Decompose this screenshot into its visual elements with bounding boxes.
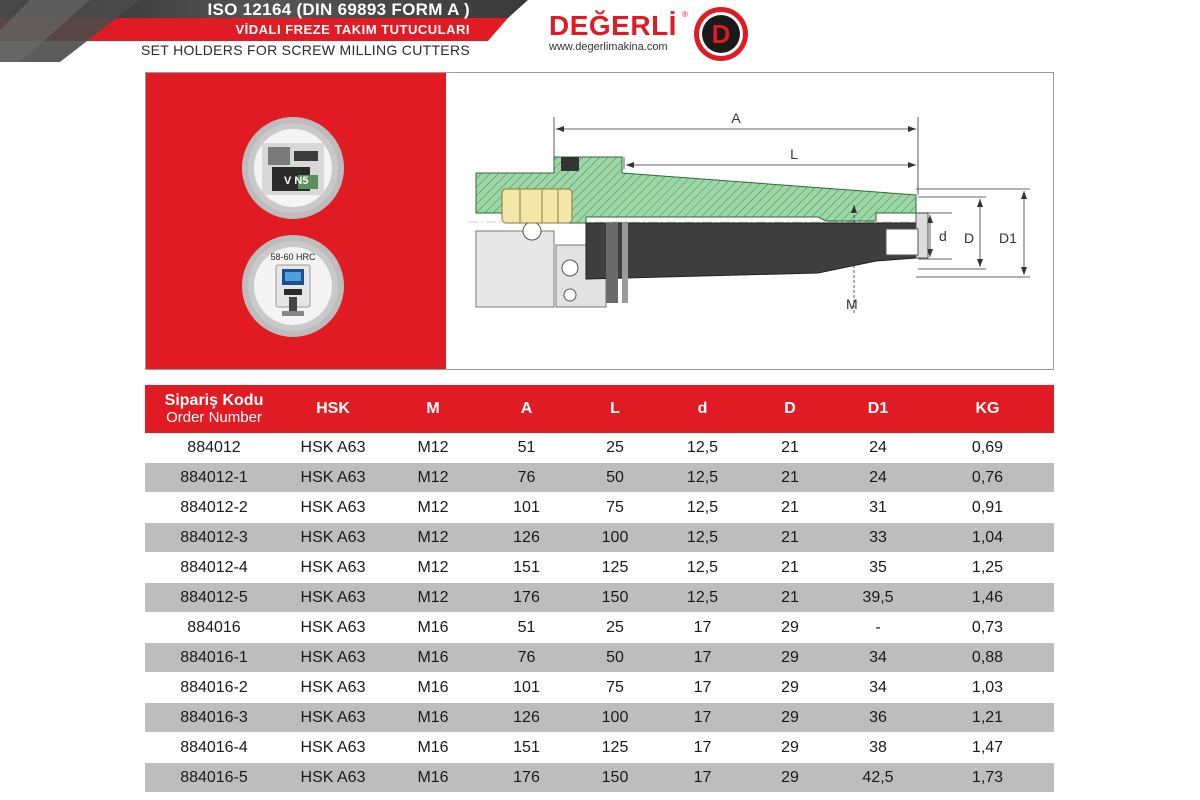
cell-l: 100 xyxy=(570,703,660,733)
table-row xyxy=(145,553,1054,583)
coating-machine-icon xyxy=(254,129,332,207)
cell-m: M16 xyxy=(383,673,483,703)
product-spec-table xyxy=(145,385,1054,792)
cell-a: 151 xyxy=(483,553,570,583)
cell-a: 176 xyxy=(483,583,570,613)
cell-a: 51 xyxy=(483,613,570,643)
cell-d: 17 xyxy=(660,763,745,793)
cell-big-d: 21 xyxy=(745,493,835,523)
table-row xyxy=(145,643,1054,673)
table-row xyxy=(145,583,1054,613)
hardness-tester-icon xyxy=(254,247,332,325)
cell-d1: 24 xyxy=(835,463,921,493)
cell-a: 126 xyxy=(483,703,570,733)
cell-m: M16 xyxy=(383,733,483,763)
table-row xyxy=(145,703,1054,733)
cell-kg: 1,46 xyxy=(921,583,1054,613)
cell-m: M16 xyxy=(383,763,483,793)
cell-d: 17 xyxy=(660,613,745,643)
cell-big-d: 29 xyxy=(745,763,835,793)
cell-a: 101 xyxy=(483,493,570,523)
cell-a: 51 xyxy=(483,433,570,463)
cell-d: 17 xyxy=(660,643,745,673)
cell-big-d: 29 xyxy=(745,733,835,763)
cell-order-number: 884016-5 xyxy=(145,763,283,793)
cell-big-d: 29 xyxy=(745,673,835,703)
cell-kg: 1,04 xyxy=(921,523,1054,553)
col-header-order-en: Order Number xyxy=(166,409,262,426)
cell-d: 12,5 xyxy=(660,553,745,583)
cell-d: 12,5 xyxy=(660,463,745,493)
cell-a: 76 xyxy=(483,643,570,673)
cell-m: M16 xyxy=(383,613,483,643)
cell-kg: 1,21 xyxy=(921,703,1054,733)
cell-m: M12 xyxy=(383,463,483,493)
cell-l: 100 xyxy=(570,523,660,553)
page-title: ISO 12164 (DIN 69893 FORM A ) xyxy=(207,0,470,19)
cell-d1: 24 xyxy=(835,433,921,463)
col-header-order-number xyxy=(145,385,283,433)
cell-a: 176 xyxy=(483,763,570,793)
table-row xyxy=(145,613,1054,643)
col-header-order-tr: Sipariş Kodu xyxy=(164,392,264,409)
cell-hsk: HSK A63 xyxy=(283,583,383,613)
cell-order-number: 884016 xyxy=(145,613,283,643)
brand-url: www.degerlimakina.com xyxy=(549,41,668,53)
cell-a: 126 xyxy=(483,523,570,553)
table-row xyxy=(145,493,1054,523)
table-row xyxy=(145,463,1054,493)
technical-drawing xyxy=(446,73,1053,369)
cell-big-d: 21 xyxy=(745,463,835,493)
cell-big-d: 29 xyxy=(745,613,835,643)
cell-hsk: HSK A63 xyxy=(283,763,383,793)
cell-d: 17 xyxy=(660,733,745,763)
brand-logo-letter: D xyxy=(711,19,731,49)
dim-label-m: M xyxy=(846,296,858,312)
feature-badge-area xyxy=(146,73,446,369)
cell-a: 101 xyxy=(483,673,570,703)
cell-l: 25 xyxy=(570,613,660,643)
cell-kg: 0,69 xyxy=(921,433,1054,463)
cell-kg: 0,88 xyxy=(921,643,1054,673)
cell-l: 150 xyxy=(570,583,660,613)
col-header-d: d xyxy=(660,385,745,433)
cell-kg: 1,03 xyxy=(921,673,1054,703)
cell-d1: 36 xyxy=(835,703,921,733)
cell-hsk: HSK A63 xyxy=(283,613,383,643)
cell-a: 76 xyxy=(483,463,570,493)
cell-order-number: 884012-5 xyxy=(145,583,283,613)
cell-l: 125 xyxy=(570,553,660,583)
cell-m: M16 xyxy=(383,703,483,733)
cell-d: 12,5 xyxy=(660,523,745,553)
table-row xyxy=(145,733,1054,763)
cell-l: 150 xyxy=(570,763,660,793)
cell-big-d: 21 xyxy=(745,583,835,613)
cell-m: M12 xyxy=(383,493,483,523)
cell-hsk: HSK A63 xyxy=(283,463,383,493)
cell-kg: 0,73 xyxy=(921,613,1054,643)
cell-big-d: 21 xyxy=(745,433,835,463)
cell-big-d: 21 xyxy=(745,553,835,583)
cell-hsk: HSK A63 xyxy=(283,673,383,703)
cell-d: 12,5 xyxy=(660,433,745,463)
cell-order-number: 884012-2 xyxy=(145,493,283,523)
cell-order-number: 884012-1 xyxy=(145,463,283,493)
table-row xyxy=(145,673,1054,703)
cell-d: 17 xyxy=(660,703,745,733)
dim-label-a: A xyxy=(731,110,741,126)
cell-hsk: HSK A63 xyxy=(283,733,383,763)
cell-l: 25 xyxy=(570,433,660,463)
cell-l: 75 xyxy=(570,493,660,523)
cell-d1: - xyxy=(835,613,921,643)
cell-d: 12,5 xyxy=(660,493,745,523)
dim-label-d: d xyxy=(939,228,947,244)
col-header-big-d: D xyxy=(745,385,835,433)
cell-kg: 0,76 xyxy=(921,463,1054,493)
dim-label-l: L xyxy=(790,146,798,162)
cell-hsk: HSK A63 xyxy=(283,553,383,583)
cell-d1: 34 xyxy=(835,643,921,673)
cell-m: M12 xyxy=(383,433,483,463)
col-header-d1: D1 xyxy=(835,385,921,433)
cell-order-number: 884012-4 xyxy=(145,553,283,583)
cell-order-number: 884012-3 xyxy=(145,523,283,553)
product-image-panel xyxy=(145,72,1054,370)
cell-l: 125 xyxy=(570,733,660,763)
cell-big-d: 21 xyxy=(745,523,835,553)
cell-d1: 35 xyxy=(835,553,921,583)
col-header-hsk: HSK xyxy=(283,385,383,433)
cell-m: M12 xyxy=(383,583,483,613)
cell-d: 17 xyxy=(660,673,745,703)
cell-hsk: HSK A63 xyxy=(283,523,383,553)
cell-m: M16 xyxy=(383,643,483,673)
cell-m: M12 xyxy=(383,523,483,553)
page-subtitle-en: SET HOLDERS FOR SCREW MILLING CUTTERS xyxy=(141,42,470,58)
cell-d1: 39,5 xyxy=(835,583,921,613)
cell-big-d: 29 xyxy=(745,703,835,733)
cell-d1: 42,5 xyxy=(835,763,921,793)
cell-order-number: 884016-2 xyxy=(145,673,283,703)
cell-l: 50 xyxy=(570,643,660,673)
cell-a: 151 xyxy=(483,733,570,763)
brand-logo-icon xyxy=(693,6,749,62)
cell-l: 50 xyxy=(570,463,660,493)
dim-label-big-d: D xyxy=(964,230,975,246)
table-row xyxy=(145,433,1054,463)
cell-hsk: HSK A63 xyxy=(283,703,383,733)
hardness-label: 58-60 HRC xyxy=(270,252,316,262)
table-header-row xyxy=(145,385,1054,433)
table-row xyxy=(145,523,1054,553)
cell-d1: 33 xyxy=(835,523,921,553)
cell-hsk: HSK A63 xyxy=(283,643,383,673)
cell-kg: 0,91 xyxy=(921,493,1054,523)
cell-kg: 1,25 xyxy=(921,553,1054,583)
dim-label-d1: D1 xyxy=(999,230,1017,246)
cell-order-number: 884016-4 xyxy=(145,733,283,763)
cell-m: M12 xyxy=(383,553,483,583)
cell-d1: 34 xyxy=(835,673,921,703)
hardness-badge xyxy=(242,235,344,337)
col-header-a: A xyxy=(483,385,570,433)
coating-label: V N5 xyxy=(284,175,309,187)
col-header-kg: KG xyxy=(921,385,1054,433)
col-header-l: L xyxy=(570,385,660,433)
cell-order-number: 884016-3 xyxy=(145,703,283,733)
cell-kg: 1,73 xyxy=(921,763,1054,793)
cell-big-d: 29 xyxy=(745,643,835,673)
cell-l: 75 xyxy=(570,673,660,703)
registered-mark: ® xyxy=(682,10,688,19)
col-header-m: M xyxy=(383,385,483,433)
cell-order-number: 884016-1 xyxy=(145,643,283,673)
cell-d1: 31 xyxy=(835,493,921,523)
cell-kg: 1,47 xyxy=(921,733,1054,763)
page-subtitle-tr: VİDALI FREZE TAKIM TUTUCULARI xyxy=(235,22,470,37)
cell-order-number: 884012 xyxy=(145,433,283,463)
cell-hsk: HSK A63 xyxy=(283,493,383,523)
cell-hsk: HSK A63 xyxy=(283,433,383,463)
cell-d: 12,5 xyxy=(660,583,745,613)
table-row xyxy=(145,763,1054,793)
coating-badge xyxy=(242,117,344,219)
cell-d1: 38 xyxy=(835,733,921,763)
brand-name: DEĞERLİ xyxy=(549,10,677,41)
